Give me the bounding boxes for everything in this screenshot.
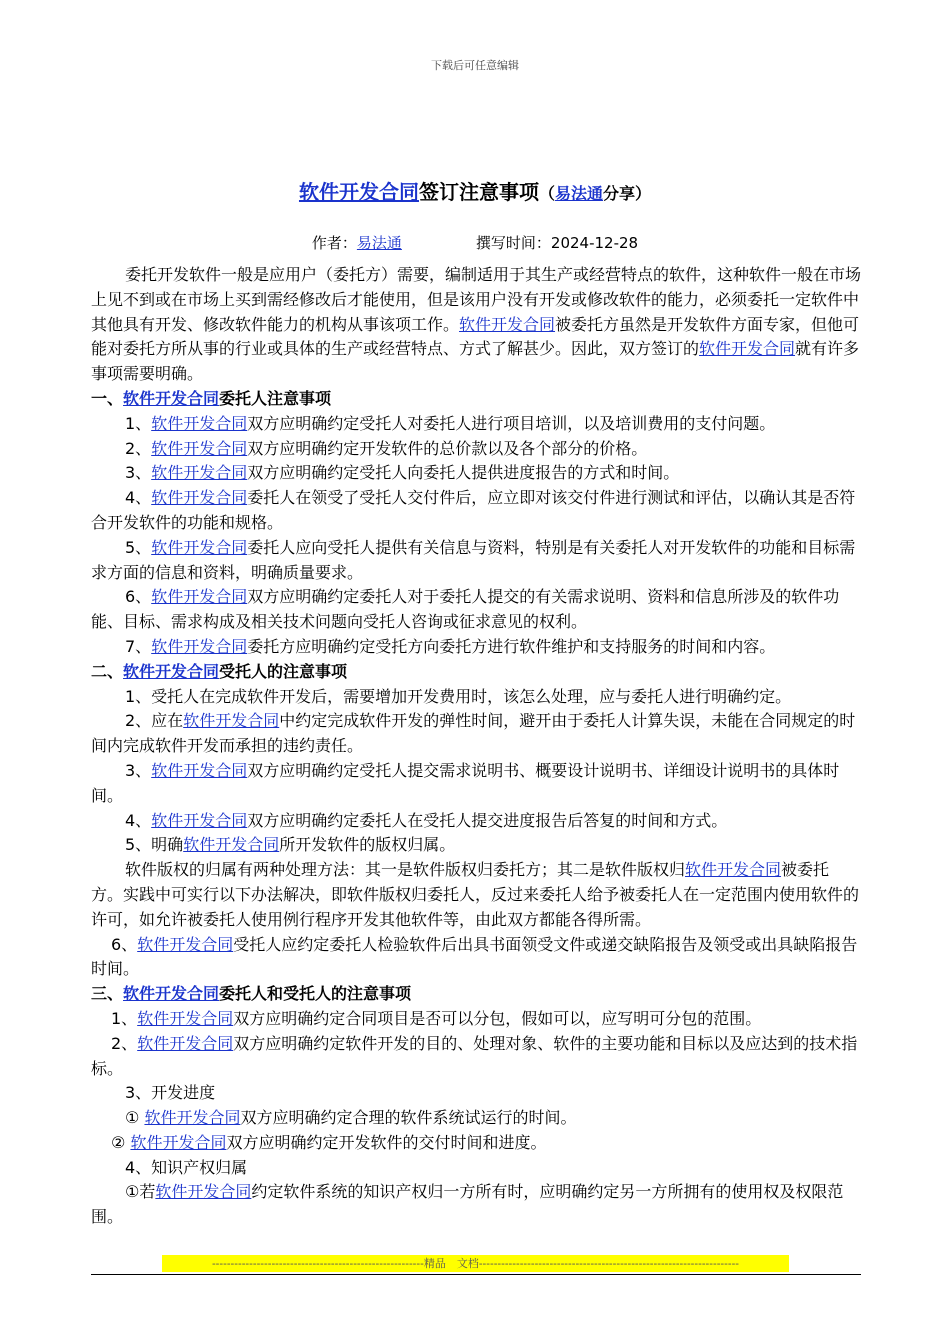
section-heading-1: 一、软件开发合同委托人注意事项 — [91, 388, 332, 408]
contract-link[interactable]: 软件开发合同 — [183, 835, 280, 855]
title-source-link[interactable]: 易法通 — [554, 184, 603, 203]
list-item: 2、软件开发合同双方应明确约定软件开发的目的、处理对象、软件的主要功能和目标以及应达到的技术指标。 — [91, 1033, 858, 1078]
title-link[interactable]: 软件开发合同 — [298, 180, 419, 204]
sub-item: ② 软件开发合同双方应明确约定开发软件的交付时间和进度。 — [111, 1132, 547, 1152]
document-title — [0, 176, 950, 205]
document-body — [91, 263, 861, 1230]
footer-banner: ---------------------------------------------------------精品 文档---------------------------------------------------------------------- — [162, 1255, 789, 1272]
contract-link[interactable]: 软件开发合同 — [130, 1132, 227, 1152]
document-meta — [0, 232, 950, 253]
contract-link[interactable]: 软件开发合同 — [137, 1008, 234, 1028]
list-item: 5、明确软件开发合同所开发软件的版权归属。 — [125, 835, 456, 855]
list-item: 1、软件开发合同双方应明确约定合同项目是否可以分包，假如可以，应写明可分包的范围。 — [111, 1008, 762, 1028]
time-value: 2024-12-28 — [550, 234, 639, 252]
contract-link[interactable]: 软件开发合同 — [123, 661, 220, 681]
contract-link[interactable]: 软件开发合同 — [699, 339, 796, 359]
contract-link[interactable]: 软件开发合同 — [151, 413, 248, 433]
contract-link[interactable]: 软件开发合同 — [459, 314, 556, 334]
list-item: 3、开发进度 — [125, 1083, 216, 1103]
list-item: 6、软件开发合同受托人应约定委托人检验软件后出具书面领受文件或递交缺陷报告及领受或出具缺陷报告时间。 — [91, 934, 858, 979]
time-label: 撰写时间： — [475, 234, 551, 252]
contract-link[interactable]: 软件开发合同 — [151, 463, 248, 483]
author-link[interactable]: 易法通 — [356, 234, 402, 252]
contract-link[interactable]: 软件开发合同 — [183, 711, 280, 731]
contract-link[interactable]: 软件开发合同 — [137, 1033, 234, 1053]
section-heading-2: 二、软件开发合同受托人的注意事项 — [91, 661, 348, 681]
section-heading-3: 三、软件开发合同委托人和受托人的注意事项 — [91, 984, 412, 1004]
contract-link[interactable]: 软件开发合同 — [151, 587, 248, 607]
list-item: 4、软件开发合同双方应明确约定委托人在受托人提交进度报告后答复的时间和方式。 — [125, 810, 728, 830]
list-item: 3、软件开发合同双方应明确约定受托人向委托人提供进度报告的方式和时间。 — [125, 463, 680, 483]
contract-link[interactable]: 软件开发合同 — [151, 438, 248, 458]
title-text: 签订注意事项 — [418, 180, 539, 204]
list-item: 4、知识产权归属 — [125, 1157, 248, 1177]
list-item: 6、软件开发合同双方应明确约定委托人对于委托人提交的有关需求说明、资料和信息所涉及的软件功能、目标、需求构成及相关技术问题向受托人咨询或征求意见的权利。 — [91, 587, 840, 632]
contract-link[interactable]: 软件开发合同 — [685, 860, 782, 880]
sub-item: ① 软件开发合同双方应明确约定合理的软件系统试运行的时间。 — [125, 1108, 577, 1128]
intro-paragraph: 委托开发软件一般是应用户（委托方）需要，编制适用于其生产或经营特点的软件，这种软件一般在市场上见不到或在市场上买到需经修改后才能使用，但是该用户没有开发或修改软件的能力，必须委托一定软件中其他具有开发、修改软件能力的机构从事该项工作。软件开发合同被委托方虽然是开发软件方面专家，但他可能对委托方所从事的行业或具体的生产或经营特点、方式了解甚少。因此，双方签订的软件开发合同就有许多事项需要明确。 — [91, 265, 862, 384]
contract-link[interactable]: 软件开发合同 — [123, 388, 220, 408]
list-item: 3、软件开发合同双方应明确约定受托人提交需求说明书、概要设计说明书、详细设计说明书的具体时间。 — [91, 760, 840, 805]
author-label: 作者： — [311, 234, 357, 252]
list-item: 4、软件开发合同委托人在领受了受托人交付件后，应立即对该交付件进行测试和评估，以确认其是否符合开发软件的功能和规格。 — [91, 488, 856, 532]
footer-divider — [91, 1274, 861, 1275]
copyright-paragraph: 软件版权的归属有两种处理方法：其一是软件版权归委托方；其二是软件版权归软件开发合同被委托方。实践中可实行以下办法解决，即软件版权归委托人，反过来委托人给予被委托人在一定范围内使用软件的许可，如允许被委托人使用例行程序开发其他软件等，由此双方都能各得所需。 — [91, 860, 860, 929]
title-paren: （易法通分享） — [538, 184, 652, 203]
header-note: 下载后可任意编辑 — [431, 59, 519, 72]
list-item: 2、应在软件开发合同中约定完成软件开发的弹性时间，避开由于委托人计算失误，未能在合同规定的时间内完成软件开发而承担的违约责任。 — [91, 711, 856, 756]
list-item: 5、软件开发合同委托人应向受托人提供有关信息与资料，特别是有关委托人对开发软件的功能和目标需求方面的信息和资料，明确质量要求。 — [91, 537, 856, 582]
contract-link[interactable]: 软件开发合同 — [151, 537, 248, 557]
list-item: 2、软件开发合同双方应明确约定开发软件的总价款以及各个部分的价格。 — [125, 438, 648, 458]
contract-link[interactable]: 软件开发合同 — [151, 810, 248, 830]
contract-link[interactable]: 软件开发合同 — [151, 760, 248, 780]
contract-link[interactable]: 软件开发合同 — [155, 1182, 252, 1202]
list-item: 7、软件开发合同委托方应明确约定受托方向委托方进行软件维护和支持服务的时间和内容。 — [125, 636, 776, 656]
list-item: 1、受托人在完成软件开发后，需要增加开发费用时，该怎么处理，应与委托人进行明确约定。 — [125, 686, 792, 706]
contract-link[interactable]: 软件开发合同 — [123, 984, 220, 1004]
contract-link[interactable]: 软件开发合同 — [151, 636, 248, 656]
list-item: 1、软件开发合同双方应明确约定受托人对委托人进行项目培训，以及培训费用的支付问题。 — [125, 413, 776, 433]
contract-link[interactable]: 软件开发合同 — [137, 934, 234, 954]
contract-link[interactable]: 软件开发合同 — [144, 1108, 241, 1128]
contract-link[interactable]: 软件开发合同 — [151, 488, 248, 508]
sub-item: ①若软件开发合同约定软件系统的知识产权归一方所有时，应明确约定另一方所拥有的使用权及权限范围。 — [91, 1182, 844, 1227]
